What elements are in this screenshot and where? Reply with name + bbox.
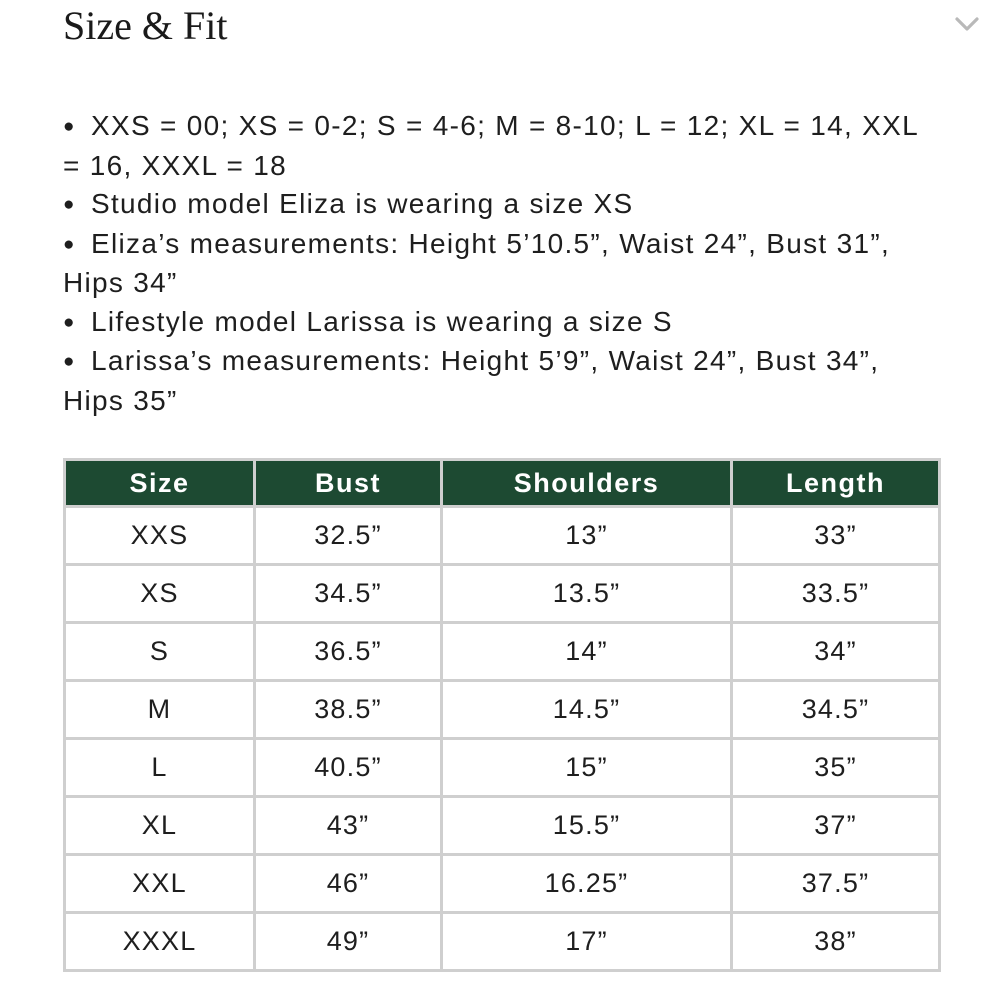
size-chart-table xyxy=(63,458,941,972)
cell-size: M xyxy=(65,681,255,739)
cell-bust: 43” xyxy=(255,797,442,855)
table-row xyxy=(65,855,940,913)
table-row xyxy=(65,739,940,797)
fit-notes-list xyxy=(63,107,943,420)
cell-shoulders: 17” xyxy=(442,913,732,971)
cell-size: L xyxy=(65,739,255,797)
column-header-length: Length xyxy=(732,460,940,507)
cell-length: 34.5” xyxy=(732,681,940,739)
cell-size: XS xyxy=(65,565,255,623)
cell-size: S xyxy=(65,623,255,681)
fit-note-size-conversion: ● XXS = 00; XS = 0-2; S = 4-6; M = 8-10; L = 12; XL = 14, XXL = 16, XXXL = 18 xyxy=(63,107,943,185)
cell-shoulders: 16.25” xyxy=(442,855,732,913)
cell-length: 33.5” xyxy=(732,565,940,623)
table-header-row xyxy=(65,460,940,507)
cell-bust: 36.5” xyxy=(255,623,442,681)
table-row xyxy=(65,565,940,623)
cell-shoulders: 15.5” xyxy=(442,797,732,855)
column-header-shoulders: Shoulders xyxy=(442,460,732,507)
cell-bust: 46” xyxy=(255,855,442,913)
cell-shoulders: 13” xyxy=(442,507,732,565)
fit-note-studio-model: ● Studio model Eliza is wearing a size XS xyxy=(63,185,943,225)
cell-length: 37.5” xyxy=(732,855,940,913)
column-header-bust: Bust xyxy=(255,460,442,507)
cell-length: 37” xyxy=(732,797,940,855)
fit-note-studio-measurements: ● Eliza’s measurements: Height 5’10.5”, Waist 24”, Bust 31”, Hips 34” xyxy=(63,225,943,303)
cell-length: 34” xyxy=(732,623,940,681)
size-fit-header[interactable] xyxy=(0,0,1000,60)
cell-size: XXL xyxy=(65,855,255,913)
table-row xyxy=(65,681,940,739)
cell-bust: 49” xyxy=(255,913,442,971)
table-row xyxy=(65,797,940,855)
cell-bust: 40.5” xyxy=(255,739,442,797)
cell-shoulders: 13.5” xyxy=(442,565,732,623)
chevron-down-icon[interactable] xyxy=(952,12,982,36)
fit-note-lifestyle-measurements: ● Larissa’s measurements: Height 5’9”, Waist 24”, Bust 34”, Hips 35” xyxy=(63,342,943,420)
cell-shoulders: 14.5” xyxy=(442,681,732,739)
cell-length: 35” xyxy=(732,739,940,797)
cell-shoulders: 15” xyxy=(442,739,732,797)
table-row xyxy=(65,913,940,971)
column-header-size: Size xyxy=(65,460,255,507)
section-title: Size & Fit xyxy=(63,3,228,48)
cell-size: XXS xyxy=(65,507,255,565)
cell-bust: 38.5” xyxy=(255,681,442,739)
fit-note-lifestyle-model: ● Lifestyle model Larissa is wearing a size S xyxy=(63,303,943,343)
table-row xyxy=(65,507,940,565)
cell-size: XL xyxy=(65,797,255,855)
cell-length: 38” xyxy=(732,913,940,971)
cell-length: 33” xyxy=(732,507,940,565)
table-row xyxy=(65,623,940,681)
cell-bust: 34.5” xyxy=(255,565,442,623)
cell-bust: 32.5” xyxy=(255,507,442,565)
cell-size: XXXL xyxy=(65,913,255,971)
cell-shoulders: 14” xyxy=(442,623,732,681)
